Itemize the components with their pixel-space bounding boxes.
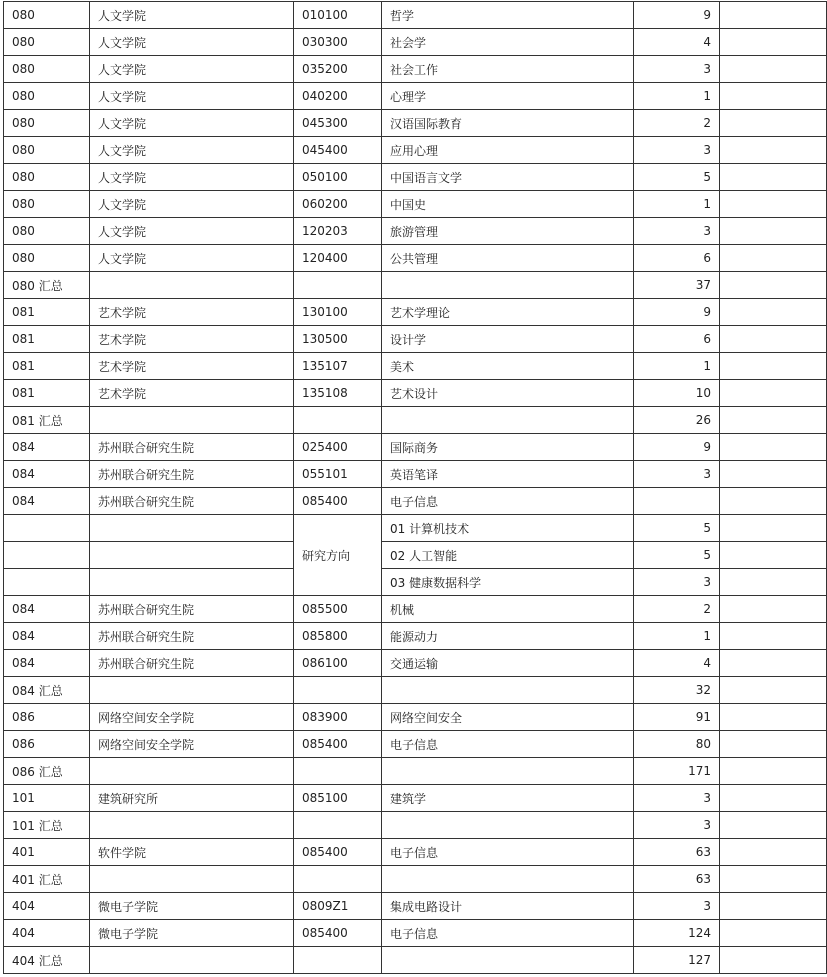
- college-name: 软件学院: [90, 839, 294, 866]
- blank-cell: [720, 353, 827, 380]
- college-name: 苏州联合研究生院: [90, 434, 294, 461]
- blank-cell: [720, 218, 827, 245]
- enroll-count: 91: [634, 704, 720, 731]
- table-row: [4, 461, 827, 488]
- table-row: [4, 380, 827, 407]
- enroll-count: 5: [634, 164, 720, 191]
- major-name: 建筑学: [382, 785, 634, 812]
- enrollment-table: [3, 1, 827, 974]
- subtotal-label: 086 汇总: [4, 758, 90, 785]
- college-name: [90, 272, 294, 299]
- major-code: 085400: [294, 839, 382, 866]
- college-name: [90, 515, 294, 542]
- subtotal-row: [4, 272, 827, 299]
- research-direction-label: 研究方向: [294, 515, 382, 596]
- table-row: [4, 596, 827, 623]
- major-code: [294, 758, 382, 785]
- enroll-count: 4: [634, 29, 720, 56]
- subtotal-count: 32: [634, 677, 720, 704]
- table-row: [4, 299, 827, 326]
- major-name: 机械: [382, 596, 634, 623]
- major-name: 哲学: [382, 2, 634, 29]
- major-code: 040200: [294, 83, 382, 110]
- college-name: 苏州联合研究生院: [90, 596, 294, 623]
- college-name: [90, 542, 294, 569]
- major-name: 中国语言文学: [382, 164, 634, 191]
- dept-code: 401: [4, 839, 90, 866]
- blank-cell: [720, 299, 827, 326]
- college-name: 建筑研究所: [90, 785, 294, 812]
- table-row: [4, 650, 827, 677]
- blank-cell: [720, 731, 827, 758]
- college-name: 网络空间安全学院: [90, 731, 294, 758]
- subtotal-count: 63: [634, 866, 720, 893]
- blank-cell: [720, 164, 827, 191]
- table-row: [4, 110, 827, 137]
- blank-cell: [720, 542, 827, 569]
- major-code: 083900: [294, 704, 382, 731]
- subtotal-count: 171: [634, 758, 720, 785]
- dept-code: 080: [4, 245, 90, 272]
- dept-code: 086: [4, 731, 90, 758]
- enroll-count: 3: [634, 893, 720, 920]
- dept-code: 080: [4, 83, 90, 110]
- major-name: 集成电路设计: [382, 893, 634, 920]
- dept-code: 084: [4, 596, 90, 623]
- college-name: 艺术学院: [90, 353, 294, 380]
- direction-name: 03 健康数据科学: [382, 569, 634, 596]
- subtotal-row: [4, 677, 827, 704]
- major-code: 130100: [294, 299, 382, 326]
- college-name: 艺术学院: [90, 299, 294, 326]
- college-name: [90, 947, 294, 974]
- major-code: 025400: [294, 434, 382, 461]
- blank-cell: [720, 110, 827, 137]
- dept-code: [4, 515, 90, 542]
- college-name: [90, 866, 294, 893]
- blank-cell: [720, 623, 827, 650]
- blank-cell: [720, 407, 827, 434]
- blank-cell: [720, 137, 827, 164]
- dept-code: 084: [4, 650, 90, 677]
- major-name: [382, 758, 634, 785]
- subtotal-label: 081 汇总: [4, 407, 90, 434]
- table-row: [4, 137, 827, 164]
- table-row: [4, 623, 827, 650]
- college-name: [90, 758, 294, 785]
- table-row: [4, 920, 827, 947]
- subtotal-label: 080 汇总: [4, 272, 90, 299]
- enroll-count: 3: [634, 218, 720, 245]
- dept-code: 404: [4, 893, 90, 920]
- dept-code: 080: [4, 137, 90, 164]
- dept-code: [4, 542, 90, 569]
- dept-code: 080: [4, 2, 90, 29]
- major-code: 085400: [294, 488, 382, 515]
- subtotal-count: 3: [634, 812, 720, 839]
- table-row: [4, 488, 827, 515]
- college-name: 人文学院: [90, 191, 294, 218]
- major-code: 035200: [294, 56, 382, 83]
- major-name: 能源动力: [382, 623, 634, 650]
- major-code: 120203: [294, 218, 382, 245]
- subtotal-row: [4, 407, 827, 434]
- blank-cell: [720, 380, 827, 407]
- table-row: [4, 83, 827, 110]
- major-name: 社会工作: [382, 56, 634, 83]
- college-name: 人文学院: [90, 218, 294, 245]
- dept-code: 080: [4, 56, 90, 83]
- major-code: 135108: [294, 380, 382, 407]
- subtotal-row: [4, 758, 827, 785]
- table-row: [4, 56, 827, 83]
- dept-code: 086: [4, 704, 90, 731]
- blank-cell: [720, 461, 827, 488]
- blank-cell: [720, 893, 827, 920]
- dept-code: 081: [4, 380, 90, 407]
- enroll-count: 6: [634, 326, 720, 353]
- college-name: [90, 812, 294, 839]
- blank-cell: [720, 920, 827, 947]
- college-name: 微电子学院: [90, 920, 294, 947]
- college-name: 人文学院: [90, 245, 294, 272]
- dept-code: 080: [4, 110, 90, 137]
- major-code: 130500: [294, 326, 382, 353]
- major-name: 国际商务: [382, 434, 634, 461]
- blank-cell: [720, 488, 827, 515]
- dept-code: 084: [4, 623, 90, 650]
- major-name: 英语笔译: [382, 461, 634, 488]
- blank-cell: [720, 326, 827, 353]
- dept-code: 080: [4, 29, 90, 56]
- dept-code: 080: [4, 218, 90, 245]
- major-code: 085500: [294, 596, 382, 623]
- subtotal-label: 404 汇总: [4, 947, 90, 974]
- table-row: [4, 434, 827, 461]
- subtotal-count: 37: [634, 272, 720, 299]
- enroll-count: 3: [634, 461, 720, 488]
- major-code: 045300: [294, 110, 382, 137]
- blank-cell: [720, 272, 827, 299]
- subtotal-label: 101 汇总: [4, 812, 90, 839]
- major-name: 旅游管理: [382, 218, 634, 245]
- enroll-count: 1: [634, 353, 720, 380]
- dept-code: 084: [4, 488, 90, 515]
- blank-cell: [720, 245, 827, 272]
- major-name: 美术: [382, 353, 634, 380]
- college-name: 人文学院: [90, 137, 294, 164]
- enroll-count: 5: [634, 542, 720, 569]
- major-code: [294, 272, 382, 299]
- blank-cell: [720, 677, 827, 704]
- table-row: [4, 704, 827, 731]
- enroll-count: 3: [634, 56, 720, 83]
- table-row: [4, 2, 827, 29]
- enroll-count: 1: [634, 623, 720, 650]
- blank-cell: [720, 596, 827, 623]
- major-name: 网络空间安全: [382, 704, 634, 731]
- dept-code: 404: [4, 920, 90, 947]
- dept-code: [4, 569, 90, 596]
- major-name: [382, 947, 634, 974]
- college-name: 苏州联合研究生院: [90, 488, 294, 515]
- direction-row: [4, 542, 827, 569]
- major-code: 135107: [294, 353, 382, 380]
- subtotal-count: 26: [634, 407, 720, 434]
- college-name: 人文学院: [90, 164, 294, 191]
- direction-row: [4, 569, 827, 596]
- direction-row: [4, 515, 827, 542]
- major-name: 公共管理: [382, 245, 634, 272]
- table-row: [4, 164, 827, 191]
- enroll-count: 3: [634, 785, 720, 812]
- dept-code: 080: [4, 191, 90, 218]
- major-code: 050100: [294, 164, 382, 191]
- major-code: [294, 812, 382, 839]
- major-name: 社会学: [382, 29, 634, 56]
- subtotal-row: [4, 812, 827, 839]
- college-name: 艺术学院: [90, 326, 294, 353]
- major-name: 电子信息: [382, 920, 634, 947]
- college-name: 苏州联合研究生院: [90, 623, 294, 650]
- major-code: [294, 677, 382, 704]
- dept-code: 080: [4, 164, 90, 191]
- major-code: 045400: [294, 137, 382, 164]
- subtotal-label: 084 汇总: [4, 677, 90, 704]
- major-code: [294, 866, 382, 893]
- enroll-count: 10: [634, 380, 720, 407]
- major-name: [382, 812, 634, 839]
- college-name: 微电子学院: [90, 893, 294, 920]
- college-name: 苏州联合研究生院: [90, 650, 294, 677]
- enroll-count: 3: [634, 137, 720, 164]
- blank-cell: [720, 758, 827, 785]
- dept-code: 084: [4, 434, 90, 461]
- major-name: 电子信息: [382, 731, 634, 758]
- enroll-count: 80: [634, 731, 720, 758]
- blank-cell: [720, 866, 827, 893]
- blank-cell: [720, 191, 827, 218]
- subtotal-count: 127: [634, 947, 720, 974]
- college-name: [90, 569, 294, 596]
- major-name: 交通运输: [382, 650, 634, 677]
- blank-cell: [720, 839, 827, 866]
- blank-cell: [720, 569, 827, 596]
- college-name: 人文学院: [90, 110, 294, 137]
- dept-code: 084: [4, 461, 90, 488]
- dept-code: 101: [4, 785, 90, 812]
- enroll-count: [634, 488, 720, 515]
- blank-cell: [720, 650, 827, 677]
- enroll-count: 9: [634, 2, 720, 29]
- blank-cell: [720, 83, 827, 110]
- enroll-count: 1: [634, 83, 720, 110]
- major-name: 汉语国际教育: [382, 110, 634, 137]
- blank-cell: [720, 2, 827, 29]
- table-row: [4, 326, 827, 353]
- dept-code: 081: [4, 326, 90, 353]
- blank-cell: [720, 812, 827, 839]
- major-code: 120400: [294, 245, 382, 272]
- table-row: [4, 785, 827, 812]
- direction-name: 02 人工智能: [382, 542, 634, 569]
- major-code: 085400: [294, 920, 382, 947]
- table-row: [4, 353, 827, 380]
- enroll-count: 5: [634, 515, 720, 542]
- direction-name: 01 计算机技术: [382, 515, 634, 542]
- table-row: [4, 245, 827, 272]
- college-name: [90, 677, 294, 704]
- college-name: 网络空间安全学院: [90, 704, 294, 731]
- major-code: 060200: [294, 191, 382, 218]
- enroll-count: 9: [634, 434, 720, 461]
- enroll-count: 124: [634, 920, 720, 947]
- subtotal-row: [4, 866, 827, 893]
- subtotal-row: [4, 947, 827, 974]
- enroll-count: 9: [634, 299, 720, 326]
- major-code: 0809Z1: [294, 893, 382, 920]
- blank-cell: [720, 434, 827, 461]
- college-name: 艺术学院: [90, 380, 294, 407]
- table-row: [4, 731, 827, 758]
- major-name: 心理学: [382, 83, 634, 110]
- college-name: 苏州联合研究生院: [90, 461, 294, 488]
- college-name: 人文学院: [90, 83, 294, 110]
- major-code: 085400: [294, 731, 382, 758]
- major-name: 电子信息: [382, 839, 634, 866]
- major-code: 055101: [294, 461, 382, 488]
- major-name: 应用心理: [382, 137, 634, 164]
- major-name: [382, 866, 634, 893]
- blank-cell: [720, 704, 827, 731]
- blank-cell: [720, 947, 827, 974]
- blank-cell: [720, 56, 827, 83]
- major-code: 030300: [294, 29, 382, 56]
- major-name: 艺术设计: [382, 380, 634, 407]
- major-code: [294, 407, 382, 434]
- major-code: 085100: [294, 785, 382, 812]
- table-row: [4, 218, 827, 245]
- college-name: 人文学院: [90, 2, 294, 29]
- table-row: [4, 191, 827, 218]
- table-row: [4, 893, 827, 920]
- major-code: [294, 947, 382, 974]
- major-code: 085800: [294, 623, 382, 650]
- enroll-count: 63: [634, 839, 720, 866]
- dept-code: 081: [4, 299, 90, 326]
- dept-code: 081: [4, 353, 90, 380]
- major-code: 010100: [294, 2, 382, 29]
- blank-cell: [720, 785, 827, 812]
- major-name: 艺术学理论: [382, 299, 634, 326]
- college-name: 人文学院: [90, 56, 294, 83]
- blank-cell: [720, 29, 827, 56]
- enroll-count: 2: [634, 596, 720, 623]
- major-name: [382, 677, 634, 704]
- college-name: [90, 407, 294, 434]
- blank-cell: [720, 515, 827, 542]
- major-name: 设计学: [382, 326, 634, 353]
- enroll-count: 6: [634, 245, 720, 272]
- subtotal-label: 401 汇总: [4, 866, 90, 893]
- major-name: 电子信息: [382, 488, 634, 515]
- major-name: 中国史: [382, 191, 634, 218]
- college-name: 人文学院: [90, 29, 294, 56]
- table-row: [4, 29, 827, 56]
- major-name: [382, 272, 634, 299]
- enroll-count: 4: [634, 650, 720, 677]
- table-row: [4, 839, 827, 866]
- major-code: 086100: [294, 650, 382, 677]
- major-name: [382, 407, 634, 434]
- enroll-count: 1: [634, 191, 720, 218]
- enroll-count: 2: [634, 110, 720, 137]
- enroll-count: 3: [634, 569, 720, 596]
